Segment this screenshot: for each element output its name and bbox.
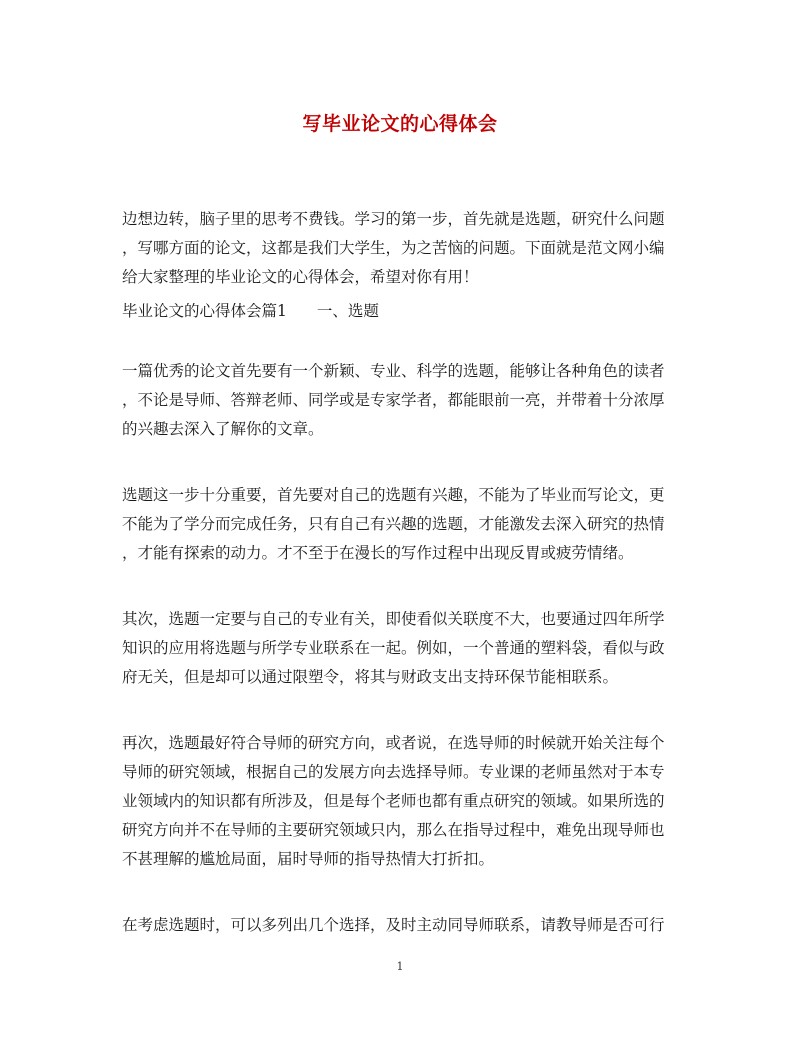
paragraph-line: 导师的研究领域，根据自己的发展方向去选择导师。专业课的老师虽然对于本专 bbox=[122, 763, 665, 781]
paragraph-line: 给大家整理的毕业论文的心得体会，希望对你有用！ bbox=[122, 268, 479, 286]
body-paragraph bbox=[122, 605, 682, 692]
paragraph-line: 业领域内的知识都有所涉及，但是每个老师也都有重点研究的领域。如果所选的 bbox=[122, 792, 665, 810]
paragraph-line: 不甚理解的尴尬局面，届时导师的指导热情大打折扣。 bbox=[122, 850, 495, 868]
paragraph-line: 一篇优秀的论文首先要有一个新颖、专业、科学的选题，能够让各种角色的读者 bbox=[122, 362, 665, 380]
section-heading-line bbox=[122, 297, 682, 326]
paragraph-line: 再次，选题最好符合导师的研究方向，或者说，在选导师的时候就开始关注每个 bbox=[122, 734, 665, 752]
intro-paragraph bbox=[122, 205, 682, 292]
article-heading: 毕业论文的心得体会篇1 bbox=[122, 302, 287, 320]
paragraph-line: 不能为了学分而完成任务，只有自己有兴趣的选题，才能激发去深入研究的热情 bbox=[122, 515, 665, 533]
page-title: 写毕业论文的心得体会 bbox=[302, 113, 498, 135]
paragraph-line: 在考虑选题时，可以多列出几个选择，及时主动同导师联系，请教导师是否可行 bbox=[122, 916, 665, 934]
body-paragraph bbox=[122, 481, 682, 568]
body-paragraph bbox=[122, 911, 682, 940]
paragraph-line: 研究方向并不在导师的主要研究领域只内，那么在指导过程中，难免出现导师也 bbox=[122, 821, 665, 839]
body-paragraph bbox=[122, 357, 682, 444]
page-number: 1 bbox=[396, 960, 404, 973]
paragraph-line: ，才能有探索的动力。才不至于在漫长的写作过程中出现反胃或疲劳情绪。 bbox=[122, 544, 634, 562]
paragraph-line: 知识的应用将选题与所学专业联系在一起。例如，一个普通的塑料袋，看似与政 bbox=[122, 639, 665, 657]
paragraph-line: 选题这一步十分重要，首先要对自己的选题有兴趣，不能为了毕业而写论文，更 bbox=[122, 486, 665, 504]
paragraph-line: ，不论是导师、答辩老师、同学或是专家学者，都能眼前一亮，并带着十分浓厚 bbox=[122, 391, 665, 409]
paragraph-line: ，写哪方面的论文，这都是我们大学生，为之苦恼的问题。下面就是范文网小编 bbox=[122, 239, 665, 257]
paragraph-line: 府无关，但是却可以通过限塑令，将其与财政支出支持环保节能相联系。 bbox=[122, 668, 619, 686]
paragraph-line: 其次，选题一定要与自己的专业有关，即使看似关联度不大，也要通过四年所学 bbox=[122, 610, 665, 628]
paragraph-line: 边想边转，脑子里的思考不费钱。学习的第一步，首先就是选题，研究什么问题 bbox=[122, 210, 665, 228]
section-heading: 一、选题 bbox=[316, 302, 379, 320]
paragraph-line: 的兴趣去深入了解你的文章。 bbox=[122, 420, 324, 438]
body-paragraph bbox=[122, 729, 682, 874]
